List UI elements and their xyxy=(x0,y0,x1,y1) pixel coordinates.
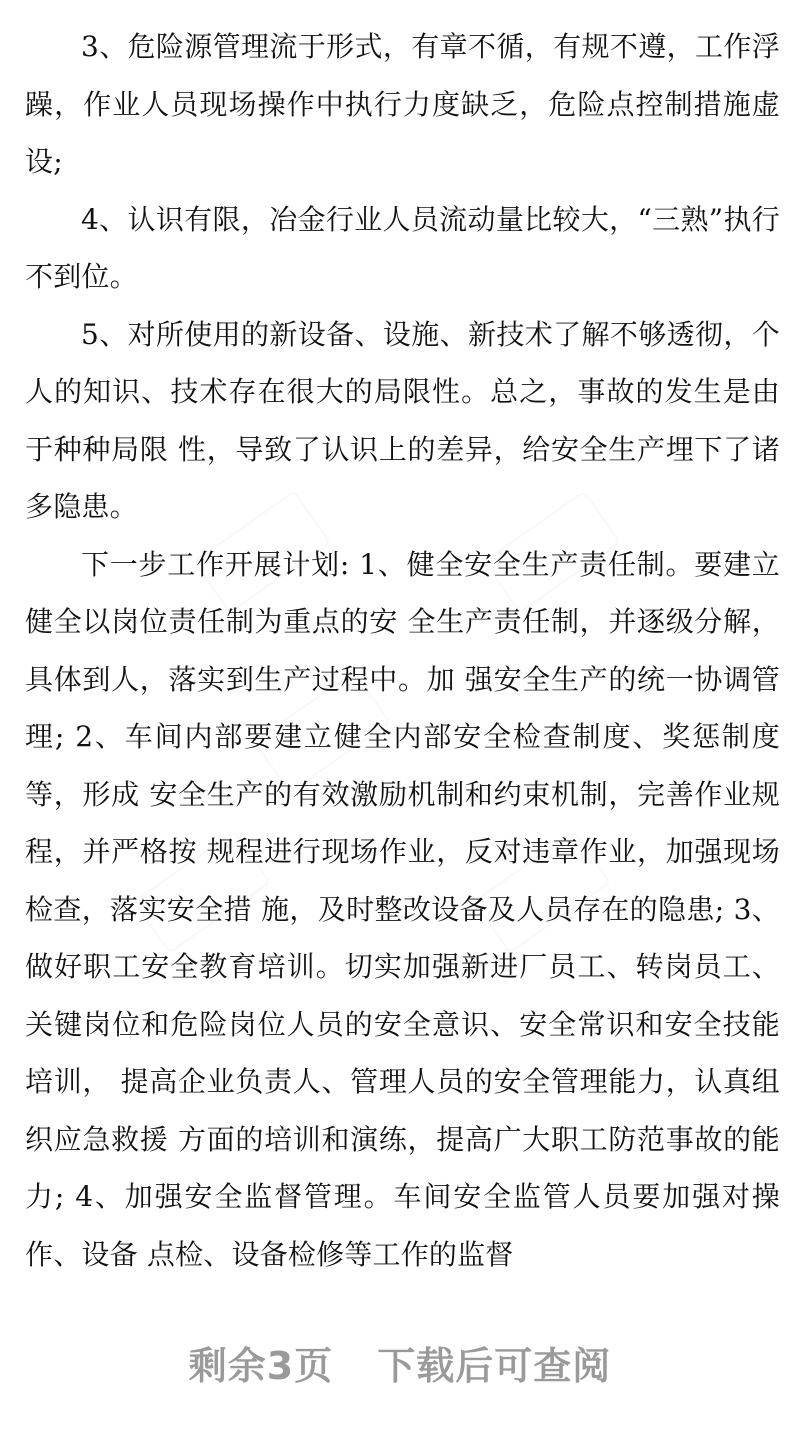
download-to-view-label: 下载后可查阅 xyxy=(377,1344,612,1388)
paragraph-4: 下一步工作开展计划: 1、健全安全生产责任制。要建立健全以岗位责任制为重点的安 全生产责任制，并逐级分解，具体到人，落实到生产过程中。加 强安全生产的统一协调管理; 2、车间内部要建立健全内部安全检查制度、奖惩制度等，形成 安全生产的有效激励机制和约束机制，完善作业规程，并严格按 规程进行现场作业，反对违章作业，加强现场检查，落实安全措 施，及时整改设备及人员存在的隐患; 3、做好职工安全教育培训。切实加强新进厂员工、转岗员工、 关键岗位和危险岗位人员的安全意识、安全常识和安全技能培训， 提高企业负责人、管理人员的安全管理能力，认真组织应急救援 方面的培训和演练，提高广大职工防范事故的能力; 4、加强安全监督管理。车间安全监管人员要加强对操作、设备 点检、设备检修等工作的监督 xyxy=(25,547,780,1271)
paragraph-1: 3、危险源管理流于形式，有章不循，有规不遵，工作浮躁，作业人员现场操作中执行力度缺乏，危险点控制措施虚设; xyxy=(25,30,780,178)
download-prompt[interactable] xyxy=(0,1335,800,1390)
paragraph-2: 4、认识有限，冶金行业人员流动量比较大，“三熟”执行不到位。 xyxy=(25,202,780,293)
document-body xyxy=(25,18,780,1283)
remaining-pages-label: 剩余3页 xyxy=(188,1344,334,1388)
paragraph-3: 5、对所使用的新设备、设施、新技术了解不够透彻，个人的知识、技术存在很大的局限性。总之，事故的发生是由于种种局限 性，导致了认识上的差异，给安全生产埋下了诸多隐患。 xyxy=(25,317,780,523)
